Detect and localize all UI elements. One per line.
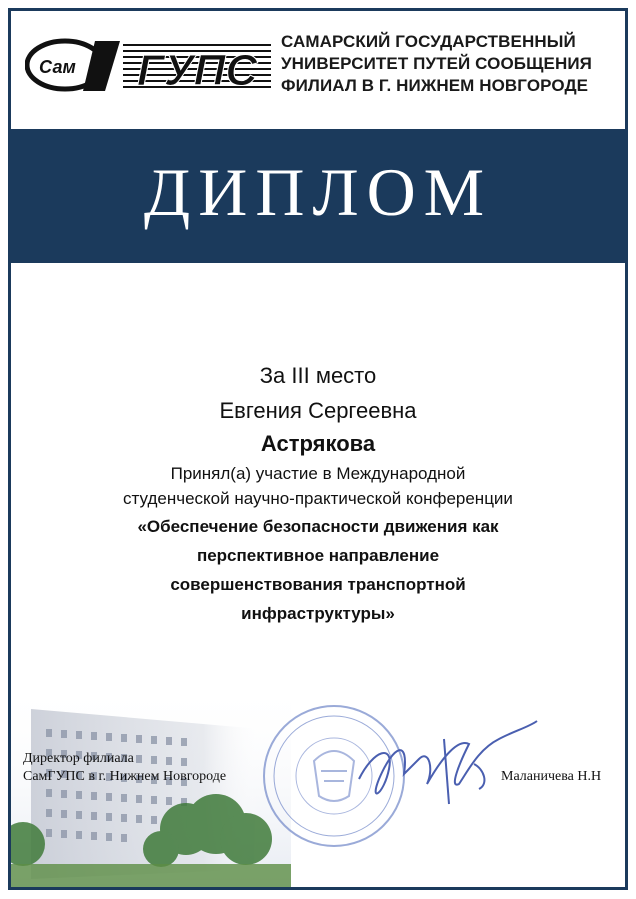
svg-text:Сам: Сам [39, 57, 76, 77]
samgups-logo [25, 35, 273, 95]
title-band [11, 129, 625, 263]
diploma-frame [8, 8, 628, 890]
director-position: Директор филиала [23, 751, 134, 766]
director-branch: СамГУПС в г. Нижнем Новгороде [23, 769, 227, 784]
participation-line: студенческой научно-практической конференции [123, 489, 513, 508]
participation-line: Принял(а) участие в Международной [170, 464, 466, 483]
conference-title-line: совершенствования транспортной [170, 575, 466, 594]
university-name [281, 31, 617, 97]
recipient-surname: Астрякова [260, 431, 376, 456]
conference-title-line: перспективное направление [196, 546, 440, 565]
university-line: ФИЛИАЛ В Г. НИЖНЕМ НОВГОРОДЕ [281, 76, 589, 95]
university-line: УНИВЕРСИТЕТ ПУТЕЙ СООБЩЕНИЯ [281, 54, 592, 73]
signer-name: Маланичева Н.Н [501, 769, 602, 784]
conference-title-line: инфраструктуры» [241, 604, 395, 623]
diploma-title: ДИПЛОМ [143, 154, 493, 230]
university-line: САМАРСКИЙ ГОСУДАРСТВЕННЫЙ [281, 32, 576, 51]
header [11, 11, 625, 123]
svg-text:ГУПС: ГУПС [137, 46, 258, 95]
recipient-name: Евгения Сергеевна [219, 398, 417, 423]
conference-title-line: «Обеспечение безопасности движения как [137, 517, 499, 536]
award-place: За III место [259, 363, 377, 388]
